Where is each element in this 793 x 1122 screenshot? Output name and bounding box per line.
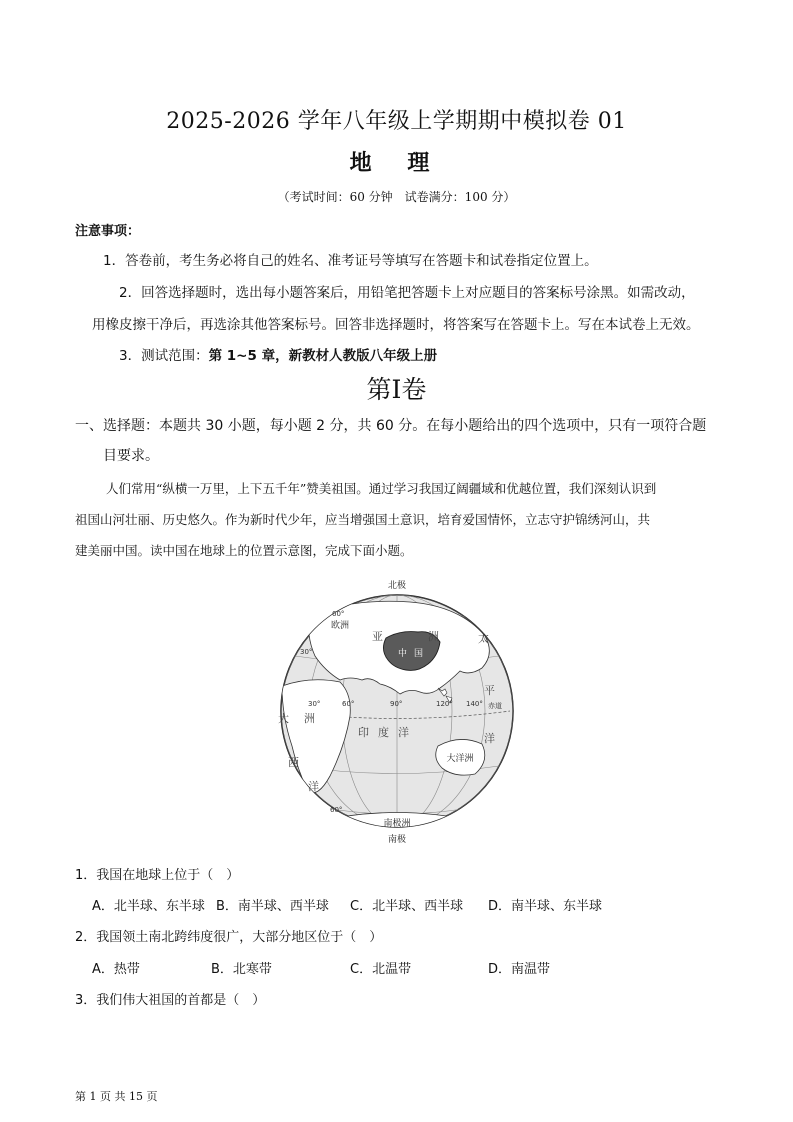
equator-label: 赤道 xyxy=(488,702,502,710)
asia-label-2: 洲 xyxy=(428,630,439,643)
section-instruction-line-1: 一、选择题：本题共 30 小题，每小题 2 分，共 60 分。在每小题给出的四个选项中，只有一项符合题 xyxy=(75,418,707,434)
europe-label: 欧洲 xyxy=(330,621,350,631)
notice-item-3 xyxy=(119,344,437,364)
question-1-option-d: D．南半球、东半球 xyxy=(488,899,603,914)
notice-item-2-line-2: 用橡皮擦干净后，再选涂其他答案标号。回答非选择题时，将答案写在答题卡上。写在本试卷上无效。 xyxy=(92,317,700,333)
notice-item-1: 1．答卷前，考生务必将自己的姓名、准考证号等填写在答题卡和试卷指定位置上。 xyxy=(103,253,598,269)
indian-ocean-label-3: 洋 xyxy=(398,726,409,739)
lon-140e-label: 140° xyxy=(466,700,483,708)
pacific-label-1: 太 xyxy=(478,632,489,645)
subject-title: 地 理 xyxy=(349,150,444,176)
notice-heading: 注意事项： xyxy=(75,224,141,239)
atlantic-label-1: 西 xyxy=(288,756,299,769)
atlantic-label-2: 洋 xyxy=(308,780,319,793)
china-label-1: 中 xyxy=(398,649,408,659)
lat-60s-label: 60° xyxy=(330,806,343,814)
indian-ocean-label-2: 度 xyxy=(378,726,389,739)
passage-line-2: 祖国山河壮丽、历史悠久。作为新时代少年，应当增强国土意识，培育爱国情怀，立志守护锦绣河山，共 xyxy=(75,512,651,527)
exam-title: 2025-2026 学年八年级上学期期中模拟卷 01 xyxy=(166,109,627,134)
africa-label-1: 大 xyxy=(278,712,289,725)
question-2-option-d: D．南温带 xyxy=(488,962,551,977)
asia-label-1: 亚 xyxy=(372,630,383,643)
passage-line-3: 建美丽中国。读中国在地球上的位置示意图，完成下面小题。 xyxy=(75,543,413,558)
pacific-label-3: 洋 xyxy=(484,732,495,745)
section-title: 第Ⅰ卷 xyxy=(366,375,427,404)
page-footer: 第 1 页 共 15 页 xyxy=(75,1090,158,1103)
question-2-option-c: C．北温带 xyxy=(350,962,412,977)
question-3-stem: 3．我们伟大祖国的首都是（ ） xyxy=(75,993,266,1008)
indian-ocean-label-1: 印 xyxy=(358,726,369,739)
question-2-option-b: B．北寒带 xyxy=(211,962,272,977)
lon-60e-label: 60° xyxy=(342,700,355,708)
china-label-2: 国 xyxy=(414,649,424,659)
lat-60n-label: 60° xyxy=(332,610,345,618)
lon-120e-label: 120° xyxy=(436,700,453,708)
section-instruction-line-2: 目要求。 xyxy=(103,448,159,464)
china-location-globe-map xyxy=(270,576,524,846)
notice-item-3-range: 第 1~5 章，新教材人教版八年级上册 xyxy=(208,348,438,364)
antarctica-label: 南极洲 xyxy=(383,819,411,829)
question-1-stem: 1．我国在地球上位于（ ） xyxy=(75,868,240,883)
notice-item-2-line-1: 2．回答选择题时，选出每小题答案后，用铅笔把答题卡上对应题目的答案标号涂黑。如需改动， xyxy=(119,285,695,301)
passage-line-1: 人们常用“纵横一万里，上下五千年”赞美祖国。通过学习我国辽阔疆域和优越位置，我们深刻认识到 xyxy=(106,481,657,496)
question-1-option-a: A．北半球、东半球 xyxy=(92,899,205,914)
exam-info: （考试时间：60 分钟 试卷满分：100 分） xyxy=(277,190,516,204)
oceania-label: 大洋洲 xyxy=(446,754,474,764)
north-pole-label: 北极 xyxy=(387,581,407,591)
lon-90e-label: 90° xyxy=(390,700,403,708)
question-2-stem: 2．我国领土南北跨纬度很广，大部分地区位于（ ） xyxy=(75,930,383,945)
south-pole-label: 南极 xyxy=(387,835,407,845)
question-1-option-b: B．南半球、西半球 xyxy=(216,899,329,914)
lat-30n-label: 30° xyxy=(300,648,313,656)
pacific-label-2: 平 xyxy=(484,684,495,697)
question-1-option-c: C．北半球、西半球 xyxy=(350,899,464,914)
africa-label-2: 洲 xyxy=(304,712,315,725)
lon-30e-label: 30° xyxy=(308,700,321,708)
question-2-option-a: A．热带 xyxy=(92,962,140,977)
notice-item-3-prefix: 3．测试范围： xyxy=(119,348,209,364)
